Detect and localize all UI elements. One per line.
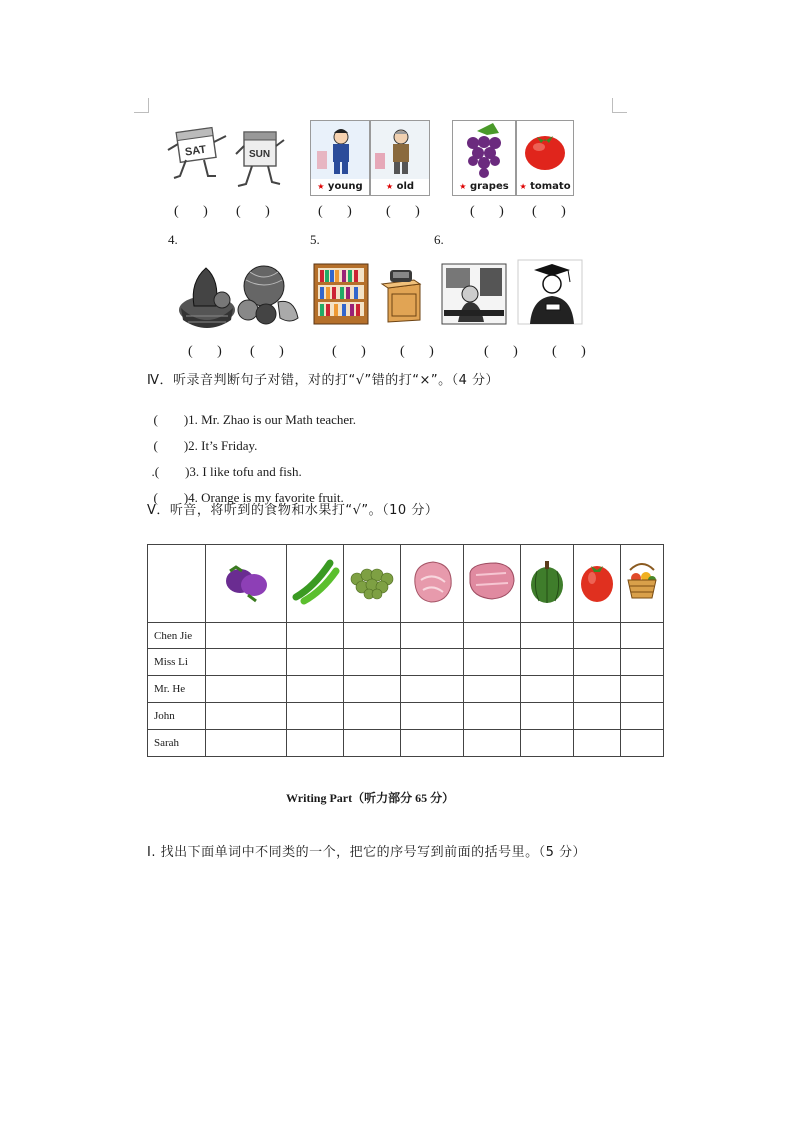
pumpkin-icon <box>527 557 567 605</box>
check-cell[interactable] <box>621 730 664 757</box>
check-cell[interactable] <box>621 623 664 649</box>
table-row <box>148 730 664 757</box>
tomato-icon <box>579 558 615 604</box>
item-number-4: 4. <box>168 232 178 247</box>
writing-question-1: Ⅰ. 找出下面单词中不同类的一个，把它的序号写到前面的括号里。（5 分） <box>147 845 587 860</box>
column-header-eggplant <box>206 545 287 623</box>
answer-paren[interactable]: ( ) <box>153 412 189 427</box>
graduate-icon <box>516 258 584 326</box>
check-cell[interactable] <box>344 649 401 676</box>
tomato-icon <box>517 121 573 179</box>
tomato-card: ★ tomato <box>516 120 574 196</box>
answer-paren[interactable]: ( ) <box>153 438 189 453</box>
check-cell[interactable] <box>206 676 287 703</box>
check-cell[interactable] <box>621 649 664 676</box>
check-cell[interactable] <box>464 649 521 676</box>
column-header-tomato <box>574 545 621 623</box>
bookshelf-icon <box>312 262 370 326</box>
answer-paren[interactable]: ( ) <box>532 204 566 219</box>
check-cell[interactable] <box>287 649 344 676</box>
check-cell[interactable] <box>344 623 401 649</box>
grapes-icon <box>453 121 515 179</box>
item-number-6: 6. <box>434 232 444 247</box>
check-cell[interactable] <box>521 703 574 730</box>
check-cell[interactable] <box>401 623 464 649</box>
pork-icon <box>407 556 457 606</box>
student-name: Chen Jie <box>148 623 206 649</box>
column-header-beef <box>464 545 521 623</box>
table-row <box>148 703 664 730</box>
check-cell[interactable] <box>621 703 664 730</box>
answer-paren[interactable]: ( ) <box>386 204 420 219</box>
student-name: Miss Li <box>148 649 206 676</box>
answer-paren[interactable]: ( ) <box>236 204 270 219</box>
check-cell[interactable] <box>206 649 287 676</box>
check-cell[interactable] <box>344 676 401 703</box>
eggplant-icon <box>218 559 274 603</box>
sun-text: SUN <box>249 149 271 160</box>
table-row <box>148 649 664 676</box>
column-header-green-beans <box>287 545 344 623</box>
young-boy-icon <box>311 121 369 179</box>
fruit-basket-icon <box>176 262 238 332</box>
check-cell[interactable] <box>521 676 574 703</box>
answer-paren[interactable]: ( ) <box>250 344 284 359</box>
sentence-text: 3. I like tofu and fish. <box>189 464 302 479</box>
check-cell[interactable] <box>287 703 344 730</box>
answer-paren[interactable]: ( ) <box>470 204 504 219</box>
student-name: John <box>148 703 206 730</box>
check-cell[interactable] <box>464 730 521 757</box>
fruit-pile-icon <box>232 262 302 328</box>
table-row <box>148 623 664 649</box>
sat-text: SAT <box>184 143 207 159</box>
page-corner-mark-left <box>134 98 149 113</box>
check-cell[interactable] <box>287 676 344 703</box>
telephone-cabinet-icon <box>380 266 428 324</box>
young-card: ★ young <box>310 120 370 196</box>
old-man-icon <box>371 121 429 179</box>
check-cell[interactable] <box>464 676 521 703</box>
sentence-text: 1. Mr. Zhao is our Math teacher. <box>188 412 357 427</box>
beef-icon <box>466 559 518 603</box>
grapes-icon <box>347 561 397 601</box>
answer-paren[interactable]: ( ) <box>174 204 208 219</box>
check-cell[interactable] <box>574 676 621 703</box>
young-label: young <box>327 181 363 192</box>
check-cell[interactable] <box>401 649 464 676</box>
old-card: ★ old <box>370 120 430 196</box>
part4-heading: Ⅳ．听录音判断句子对错，对的打“√”错的打“×”。（4 分） <box>147 373 500 388</box>
grapes-label: grapes <box>469 181 509 192</box>
sun-calendar-icon <box>234 124 286 192</box>
check-cell[interactable] <box>401 703 464 730</box>
column-header-pork <box>401 545 464 623</box>
check-cell[interactable] <box>401 676 464 703</box>
check-cell[interactable] <box>521 649 574 676</box>
column-header-pumpkin <box>521 545 574 623</box>
check-cell[interactable] <box>344 703 401 730</box>
answer-paren[interactable]: ( ) <box>188 344 222 359</box>
teacher-desk-icon <box>440 262 508 326</box>
part5-heading: Ⅴ．听音，将听到的食物和水果打“√”。（10 分） <box>147 503 439 518</box>
column-header-fruit-basket <box>621 545 664 623</box>
grapes-card: ★ grapes <box>452 120 516 196</box>
check-cell[interactable] <box>206 623 287 649</box>
check-cell[interactable] <box>621 676 664 703</box>
student-name: Sarah <box>148 730 206 757</box>
check-cell[interactable] <box>287 730 344 757</box>
fruit-basket-icon <box>624 558 660 604</box>
answer-paren[interactable]: ( ) <box>318 204 352 219</box>
answer-paren[interactable]: ( ) <box>484 344 518 359</box>
answer-paren[interactable]: ( ) <box>153 490 189 505</box>
table-row <box>148 676 664 703</box>
food-check-table <box>147 544 664 757</box>
item-number-5: 5. <box>310 232 320 247</box>
check-cell[interactable] <box>344 730 401 757</box>
check-cell[interactable] <box>401 730 464 757</box>
sentence-text: 4. Orange is my favorite fruit. <box>188 490 344 505</box>
sat-calendar-icon <box>166 124 232 190</box>
check-cell[interactable] <box>574 649 621 676</box>
old-label: old <box>396 181 415 192</box>
check-cell[interactable] <box>521 623 574 649</box>
check-cell[interactable] <box>464 623 521 649</box>
check-cell[interactable] <box>287 623 344 649</box>
answer-paren[interactable]: .( ) <box>151 464 190 479</box>
page-corner-mark-right <box>612 98 627 113</box>
check-cell[interactable] <box>206 730 287 757</box>
check-cell[interactable] <box>206 703 287 730</box>
answer-paren[interactable]: ( ) <box>332 344 366 359</box>
tomato-label: tomato <box>530 181 571 192</box>
check-cell[interactable] <box>521 730 574 757</box>
column-header-grapes <box>344 545 401 623</box>
check-cell[interactable] <box>464 703 521 730</box>
answer-paren[interactable]: ( ) <box>552 344 586 359</box>
check-cell[interactable] <box>574 730 621 757</box>
check-cell[interactable] <box>574 623 621 649</box>
writing-part-title: Writing Part（听力部分 65 分） <box>286 791 455 805</box>
sentence-text: 2. It’s Friday. <box>188 438 258 453</box>
student-name: Mr. He <box>148 676 206 703</box>
table-corner-cell <box>148 545 206 623</box>
green-beans-icon <box>290 557 340 605</box>
check-cell[interactable] <box>574 703 621 730</box>
answer-paren[interactable]: ( ) <box>400 344 434 359</box>
